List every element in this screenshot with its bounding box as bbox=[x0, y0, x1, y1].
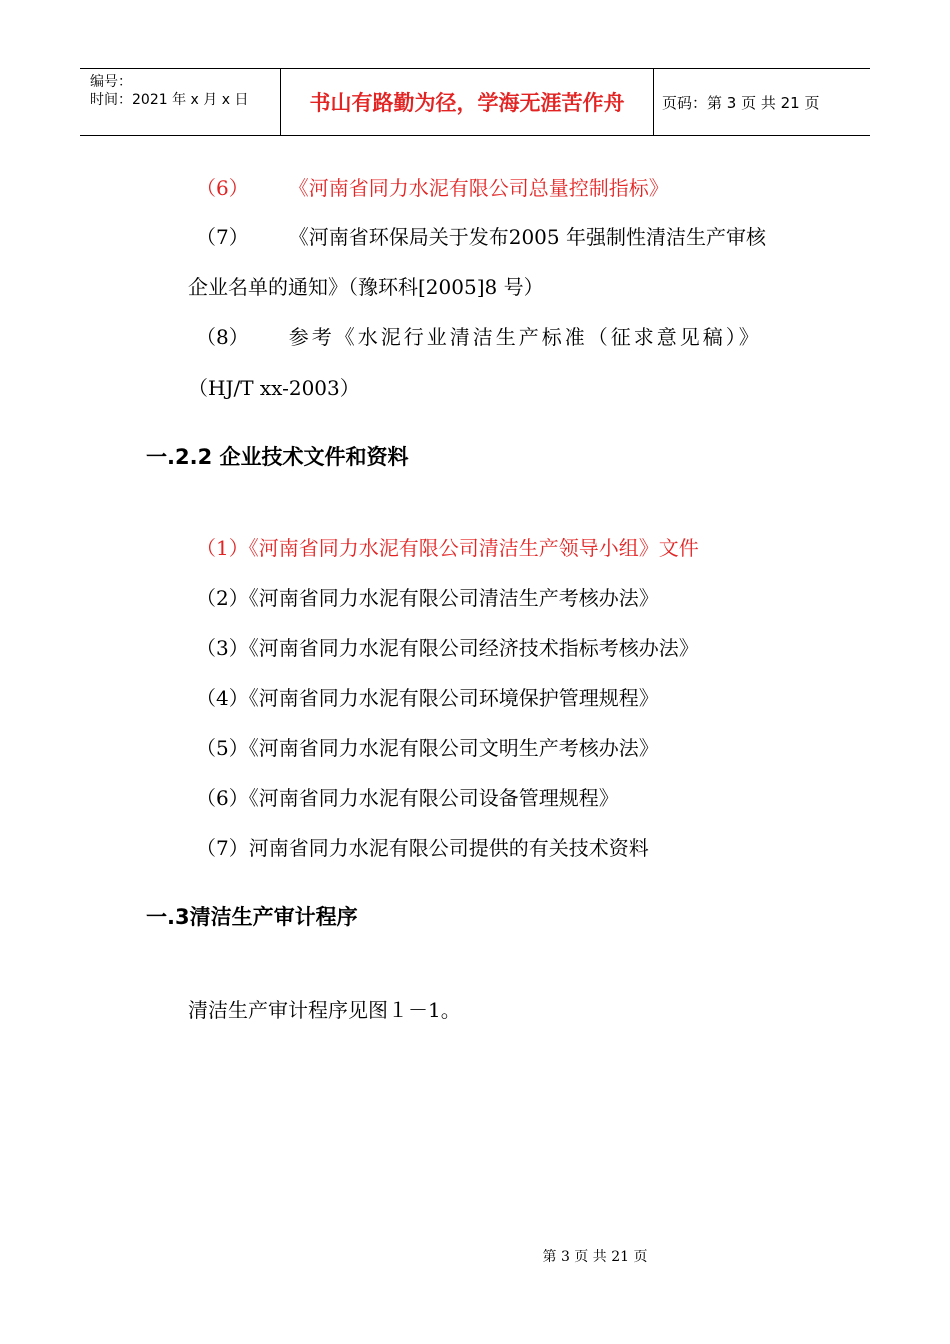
doc-item-6: （6）《河南省同力水泥有限公司设备管理规程》 bbox=[196, 786, 619, 810]
section-heading-2-2: 一.2.2 企业技术文件和资料 bbox=[146, 445, 409, 469]
doc-item-5: （5）《河南省同力水泥有限公司文明生产考核办法》 bbox=[196, 736, 659, 760]
ref-item-6 bbox=[196, 172, 669, 201]
header-motto: 书山有路勤为径，学海无涯苦作舟 bbox=[281, 69, 654, 135]
page-footer: 第 3 页 共 21 页 bbox=[542, 1249, 648, 1265]
ref-item-7 bbox=[196, 221, 766, 250]
ref-item-8-text: 参考《水泥行业清洁生产标准（征求意见稿）》 bbox=[288, 325, 762, 349]
ref-item-8 bbox=[196, 321, 762, 350]
doc-item-4: （4）《河南省同力水泥有限公司环境保护管理规程》 bbox=[196, 686, 659, 710]
ref-item-6-number: （6） bbox=[196, 176, 249, 200]
document-number-label: 编号： bbox=[90, 74, 132, 90]
doc-item-7: （7）河南省同力水泥有限公司提供的有关技术资料 bbox=[196, 836, 649, 860]
ref-item-8-continuation: （HJ/T xx-2003） bbox=[188, 376, 360, 400]
ref-item-6-text: 《河南省同力水泥有限公司总量控制指标》 bbox=[288, 176, 669, 200]
ref-item-7-continuation: 企业名单的通知》（豫环科[2005]8 号） bbox=[188, 275, 544, 299]
section-3-body: 清洁生产审计程序见图１－1。 bbox=[188, 998, 461, 1022]
document-date: 时间：2021 年 x 月 x 日 bbox=[90, 92, 249, 108]
ref-item-7-text: 《河南省环保局关于发布2005 年强制性清洁生产审核 bbox=[288, 225, 766, 249]
ref-item-8-number: （8） bbox=[196, 325, 249, 349]
ref-item-7-number: （7） bbox=[196, 225, 249, 249]
doc-item-1: （1）《河南省同力水泥有限公司清洁生产领导小组》文件 bbox=[196, 536, 699, 560]
doc-item-3: （3）《河南省同力水泥有限公司经济技术指标考核办法》 bbox=[196, 636, 699, 660]
header-meta bbox=[80, 69, 281, 135]
section-heading-3: 一.3清洁生产审计程序 bbox=[146, 905, 358, 929]
doc-item-2: （2）《河南省同力水泥有限公司清洁生产考核办法》 bbox=[196, 586, 659, 610]
header-page-info: 页码：第 3 页 共 21 页 bbox=[662, 93, 820, 112]
page-header bbox=[80, 68, 870, 136]
